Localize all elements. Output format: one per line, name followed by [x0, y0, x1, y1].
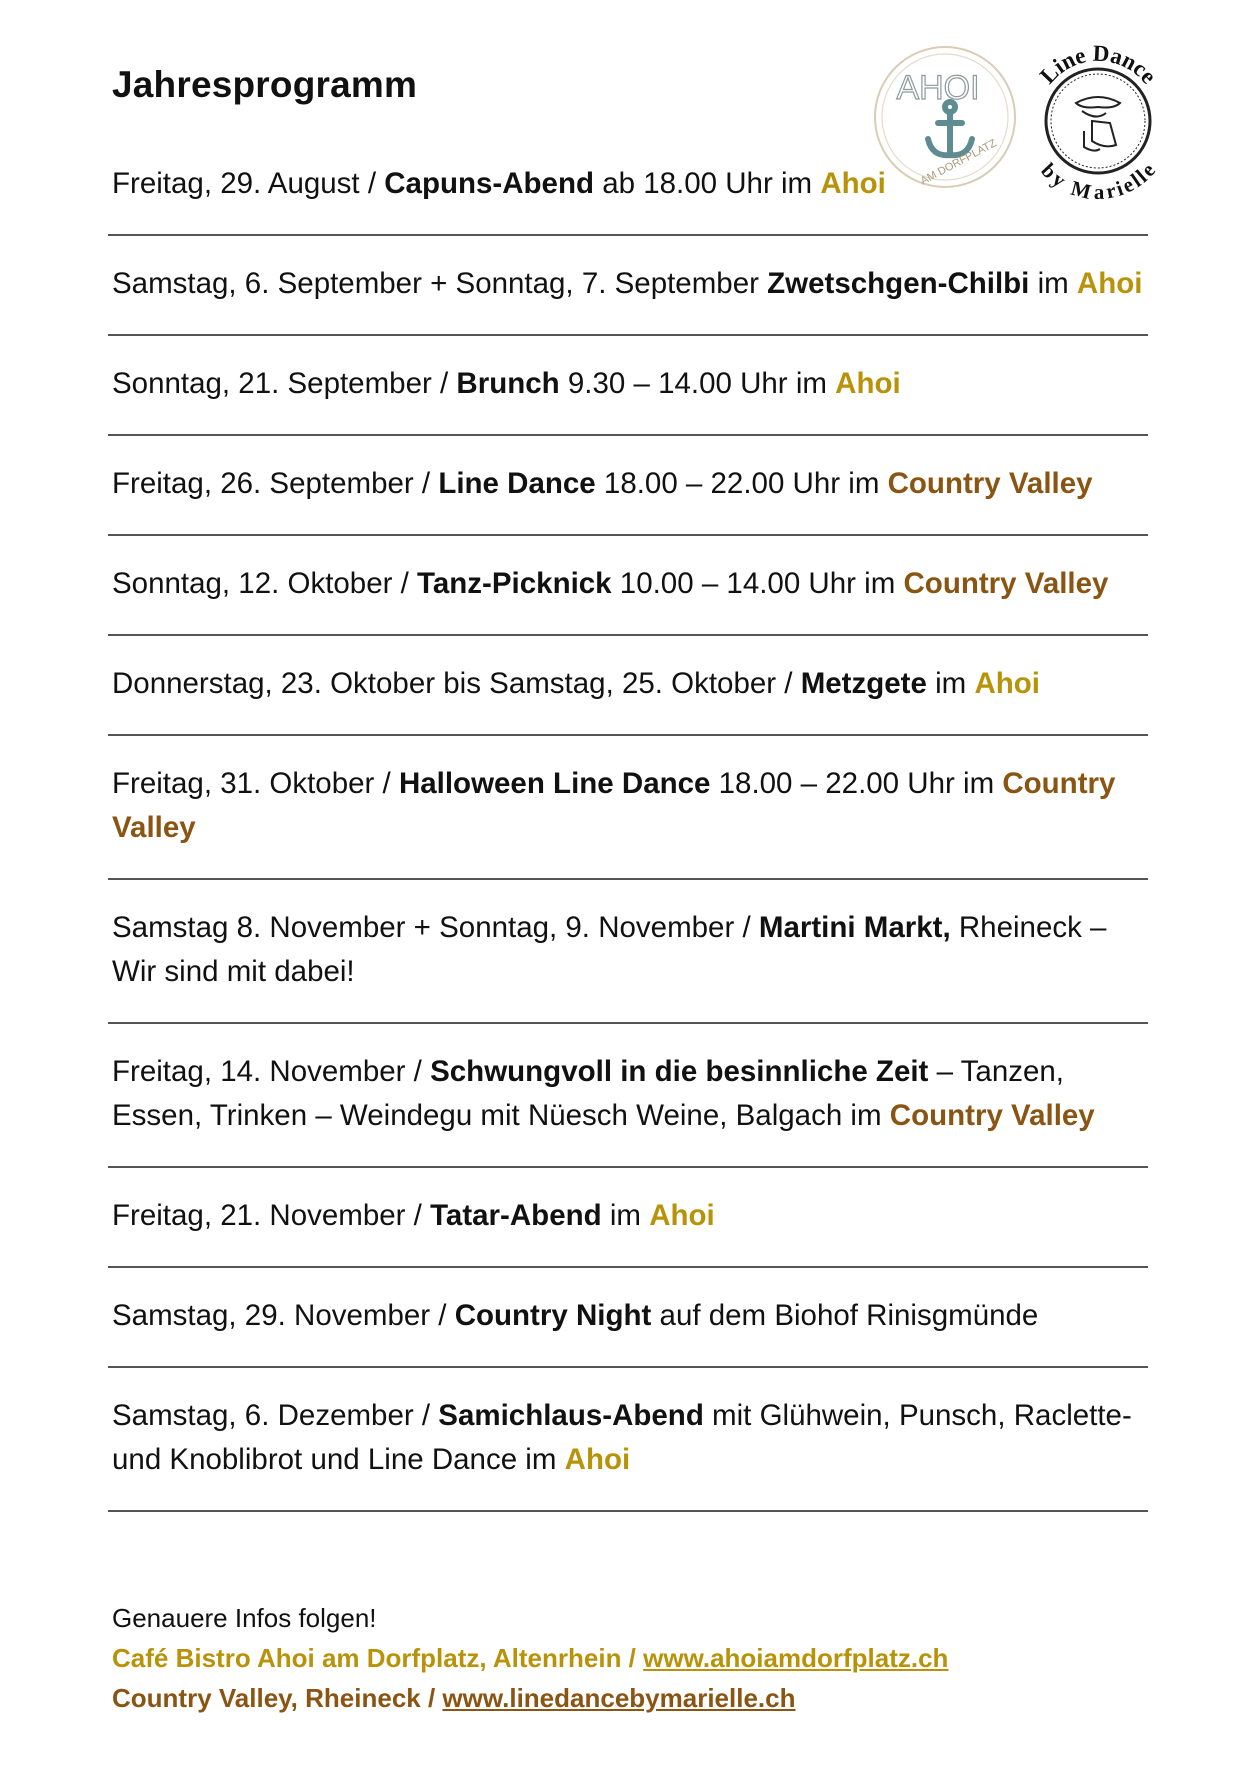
- event-item: [108, 1368, 1148, 1512]
- event-item: [108, 880, 1148, 1024]
- event-venue: Country Valley: [903, 567, 1109, 600]
- event-date: Freitag, 29. August /: [112, 167, 377, 200]
- event-venue: Ahoi: [974, 667, 1041, 700]
- event-details: 9.30 – 14.00 Uhr im: [567, 367, 827, 400]
- event-item: [108, 636, 1148, 736]
- page-title: Jahresprogramm: [112, 64, 418, 105]
- event-date: Sonntag, 21. September /: [112, 367, 449, 400]
- event-venue: Ahoi: [820, 167, 886, 200]
- event-date: Donnerstag, 23. Oktober bis Samstag, 25. Oktober /: [112, 667, 793, 700]
- event-title: Schwungvoll in die besinnliche Zeit: [430, 1055, 929, 1088]
- event-venue: Ahoi: [1076, 267, 1143, 300]
- event-item: [108, 336, 1148, 436]
- event-title: Zwetschgen-Chilbi: [767, 267, 1030, 300]
- event-item: [108, 140, 1148, 236]
- ahoi-logo-text: AHOI: [896, 69, 980, 107]
- event-details: im: [1037, 267, 1069, 300]
- event-date: Samstag, 6. Dezember /: [112, 1399, 431, 1432]
- event-item: [108, 1168, 1148, 1268]
- event-item: [108, 236, 1148, 336]
- event-details: auf dem Biohof Rinisgmünde: [659, 1299, 1039, 1332]
- footer-ahoi: [112, 1638, 948, 1678]
- event-item: [108, 536, 1148, 636]
- event-venue: Ahoi: [564, 1443, 631, 1476]
- event-title: Martini Markt,: [758, 911, 951, 944]
- svg-text:Line Dance: [1035, 41, 1161, 89]
- event-venue: Ahoi: [649, 1199, 715, 1232]
- event-venue: Country Valley: [889, 1099, 1095, 1132]
- footer: [112, 1598, 948, 1718]
- event-title: Halloween Line Dance: [398, 767, 711, 800]
- event-date: Freitag, 31. Oktober /: [112, 767, 391, 800]
- footer-country-label: Country Valley, Rheineck /: [112, 1683, 436, 1713]
- event-date: Samstag, 29. November /: [112, 1299, 447, 1332]
- event-details: im: [609, 1199, 641, 1232]
- event-date: Freitag, 26. September /: [112, 467, 431, 500]
- event-title: Capuns-Abend: [384, 167, 595, 200]
- event-title: Tatar-Abend: [430, 1199, 602, 1232]
- event-title: Line Dance: [438, 467, 596, 500]
- event-list: [108, 140, 1148, 1512]
- event-title: Country Night: [454, 1299, 652, 1332]
- footer-note: Genauere Infos folgen!: [112, 1603, 377, 1633]
- event-item: [108, 1024, 1148, 1168]
- event-venue: Country Valley: [887, 467, 1093, 500]
- line-dance-logo-top: Line Dance: [1034, 40, 1162, 89]
- line-dance-logo-bottom: by Marielle: [1036, 158, 1160, 205]
- event-details: 18.00 – 22.00 Uhr im: [603, 467, 880, 500]
- event-title: Samichlaus-Abend: [438, 1399, 704, 1432]
- event-venue: Country Valley: [112, 767, 1116, 844]
- event-date: Samstag 8. November + Sonntag, 9. November /: [112, 911, 751, 944]
- ahoi-website-link[interactable]: www.ahoiamdorfplatz.ch: [643, 1643, 949, 1673]
- event-item: [108, 736, 1148, 880]
- event-details: – Tanzen, Essen, Trinken – Weindegu mit Nüesch Weine, Balgach im: [112, 1055, 1064, 1132]
- event-venue: Ahoi: [835, 367, 901, 400]
- country-valley-website-link[interactable]: www.linedancebymarielle.ch: [442, 1683, 796, 1713]
- event-details: im: [935, 667, 967, 700]
- footer-ahoi-label: Café Bistro Ahoi am Dorfplatz, Altenrhein /: [112, 1643, 636, 1673]
- event-item: [108, 436, 1148, 536]
- event-date: Freitag, 21. November /: [112, 1199, 422, 1232]
- event-date: Sonntag, 12. Oktober /: [112, 567, 409, 600]
- event-date: Samstag, 6. September + Sonntag, 7. September: [112, 267, 759, 300]
- ahoi-logo-subtext: AM DORFPLATZ: [918, 137, 999, 188]
- event-details: 18.00 – 22.00 Uhr im: [718, 767, 995, 800]
- event-details: ab 18.00 Uhr im: [602, 167, 813, 200]
- event-item: [108, 1268, 1148, 1368]
- event-details: 10.00 – 14.00 Uhr im: [619, 567, 896, 600]
- event-details: Rheineck – Wir sind mit dabei!: [112, 911, 1107, 988]
- event-title: Metzgete: [800, 667, 927, 700]
- event-title: Tanz-Picknick: [417, 567, 612, 600]
- event-date: Freitag, 14. November /: [112, 1055, 422, 1088]
- event-details: mit Glühwein, Punsch, Raclette- und Knoblibrot und Line Dance im: [112, 1399, 1132, 1476]
- event-title: Brunch: [456, 367, 560, 400]
- footer-country: [112, 1678, 948, 1718]
